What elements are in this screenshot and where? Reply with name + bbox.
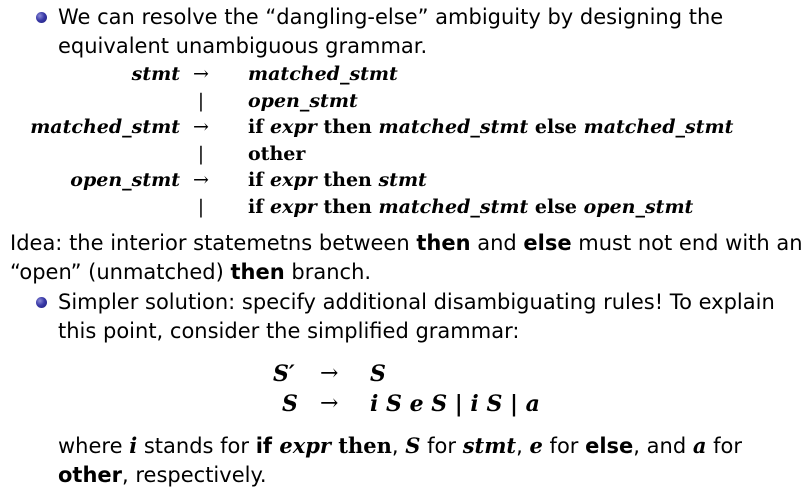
grammar-rhs [248, 194, 693, 220]
grammar2-lhs-1: S′ [273, 361, 295, 387]
grammar-nonterminal: expr [270, 116, 317, 139]
where-text: , and [633, 434, 693, 458]
symbol-i: i [129, 433, 138, 458]
grammar-arrow: → [193, 116, 209, 139]
grammar-keyword: else [528, 196, 584, 218]
grammar-keyword: if [248, 196, 271, 218]
symbol-S: S [405, 433, 421, 458]
bullet-marker [36, 12, 47, 23]
grammar-alternative-bar: | [197, 89, 205, 112]
grammar2-lhs-2: S [282, 391, 298, 417]
keyword-then: then [416, 231, 471, 255]
grammar-rhs [248, 141, 305, 167]
bullet1-line1: We can resolve the “dangling-else” ambiguity by designing the [58, 5, 724, 29]
grammar-nonterminal: matched_stmt [378, 116, 529, 139]
grammar-keyword: other [248, 142, 306, 165]
symbol-stmt: stmt [462, 433, 517, 458]
idea-text: “open” (unmatched) [10, 260, 231, 284]
grammar-rhs [248, 114, 733, 140]
grammar-nonterminal: stmt [378, 169, 427, 192]
bullet2-line2: this point, consider the simplified grammar: [58, 319, 520, 343]
grammar-keyword: then [316, 116, 379, 139]
grammar-lhs: stmt [131, 63, 180, 85]
where-text: , respectively. [122, 463, 267, 487]
where-text: stands for [137, 434, 256, 458]
where-text: where [58, 434, 130, 458]
bullet2-text [58, 288, 775, 346]
bullet1-line2: equivalent unambiguous grammar. [58, 34, 428, 58]
where-paragraph [58, 431, 742, 490]
grammar-keyword: else [528, 116, 584, 139]
grammar-keyword: if [248, 169, 271, 192]
idea-text: must not end with an [571, 231, 803, 255]
idea-text: and [470, 231, 524, 255]
keyword-else: else [523, 231, 572, 255]
symbol-expr: expr [272, 433, 331, 458]
grammar-nonterminal: open_stmt [583, 196, 694, 218]
grammar-lhs: matched_stmt [30, 116, 180, 139]
grammar-keyword: then [316, 169, 379, 192]
grammar-rhs [248, 61, 398, 87]
where-line1 [58, 431, 742, 461]
idea-line1 [10, 229, 803, 258]
idea-text: Idea: the interior statemetns between [10, 231, 417, 255]
keyword-then: then [230, 260, 285, 284]
idea-paragraph [10, 229, 803, 287]
keyword-else: else [585, 434, 634, 458]
grammar2-arrow-2: → [320, 391, 339, 416]
grammar2-rhs-1: S [370, 361, 386, 387]
grammar-arrow: → [193, 63, 209, 85]
where-text: , [516, 434, 530, 458]
bullet-marker [36, 297, 47, 308]
bullet1-text [58, 3, 723, 61]
where-text: , [391, 434, 406, 458]
grammar-arrow: → [193, 169, 209, 192]
grammar-nonterminal: matched_stmt [378, 196, 529, 218]
grammar-nonterminal: matched_stmt [583, 116, 734, 139]
bullet2-line1: Simpler solution: specify additional disambiguating rules! To explain [58, 290, 775, 314]
grammar-rhs [248, 167, 427, 193]
idea-line2 [10, 258, 803, 287]
grammar-keyword: then [316, 196, 379, 218]
grammar-nonterminal: expr [270, 169, 317, 192]
grammar-rhs [248, 88, 358, 114]
grammar-lhs: open_stmt [70, 169, 180, 192]
idea-text: branch. [284, 260, 372, 284]
grammar-nonterminal: matched_stmt [248, 63, 398, 85]
where-text: for [542, 434, 586, 458]
grammar-alternative-bar: | [197, 142, 205, 165]
grammar-nonterminal: open_stmt [248, 89, 358, 112]
where-text: for [706, 434, 743, 458]
grammar-nonterminal: expr [270, 196, 317, 218]
grammar-alternative-bar: | [197, 196, 205, 218]
keyword-if: if [255, 434, 273, 458]
keyword-then: then [331, 433, 392, 458]
where-line2 [58, 461, 742, 490]
grammar2-arrow-1: → [320, 361, 339, 386]
grammar2-rhs-2: i S e S | i S | a [370, 391, 540, 417]
symbol-a: a [692, 433, 707, 458]
symbol-e: e [529, 433, 543, 458]
where-text: for [420, 434, 463, 458]
grammar-keyword: if [248, 116, 271, 139]
keyword-other: other [58, 463, 123, 487]
